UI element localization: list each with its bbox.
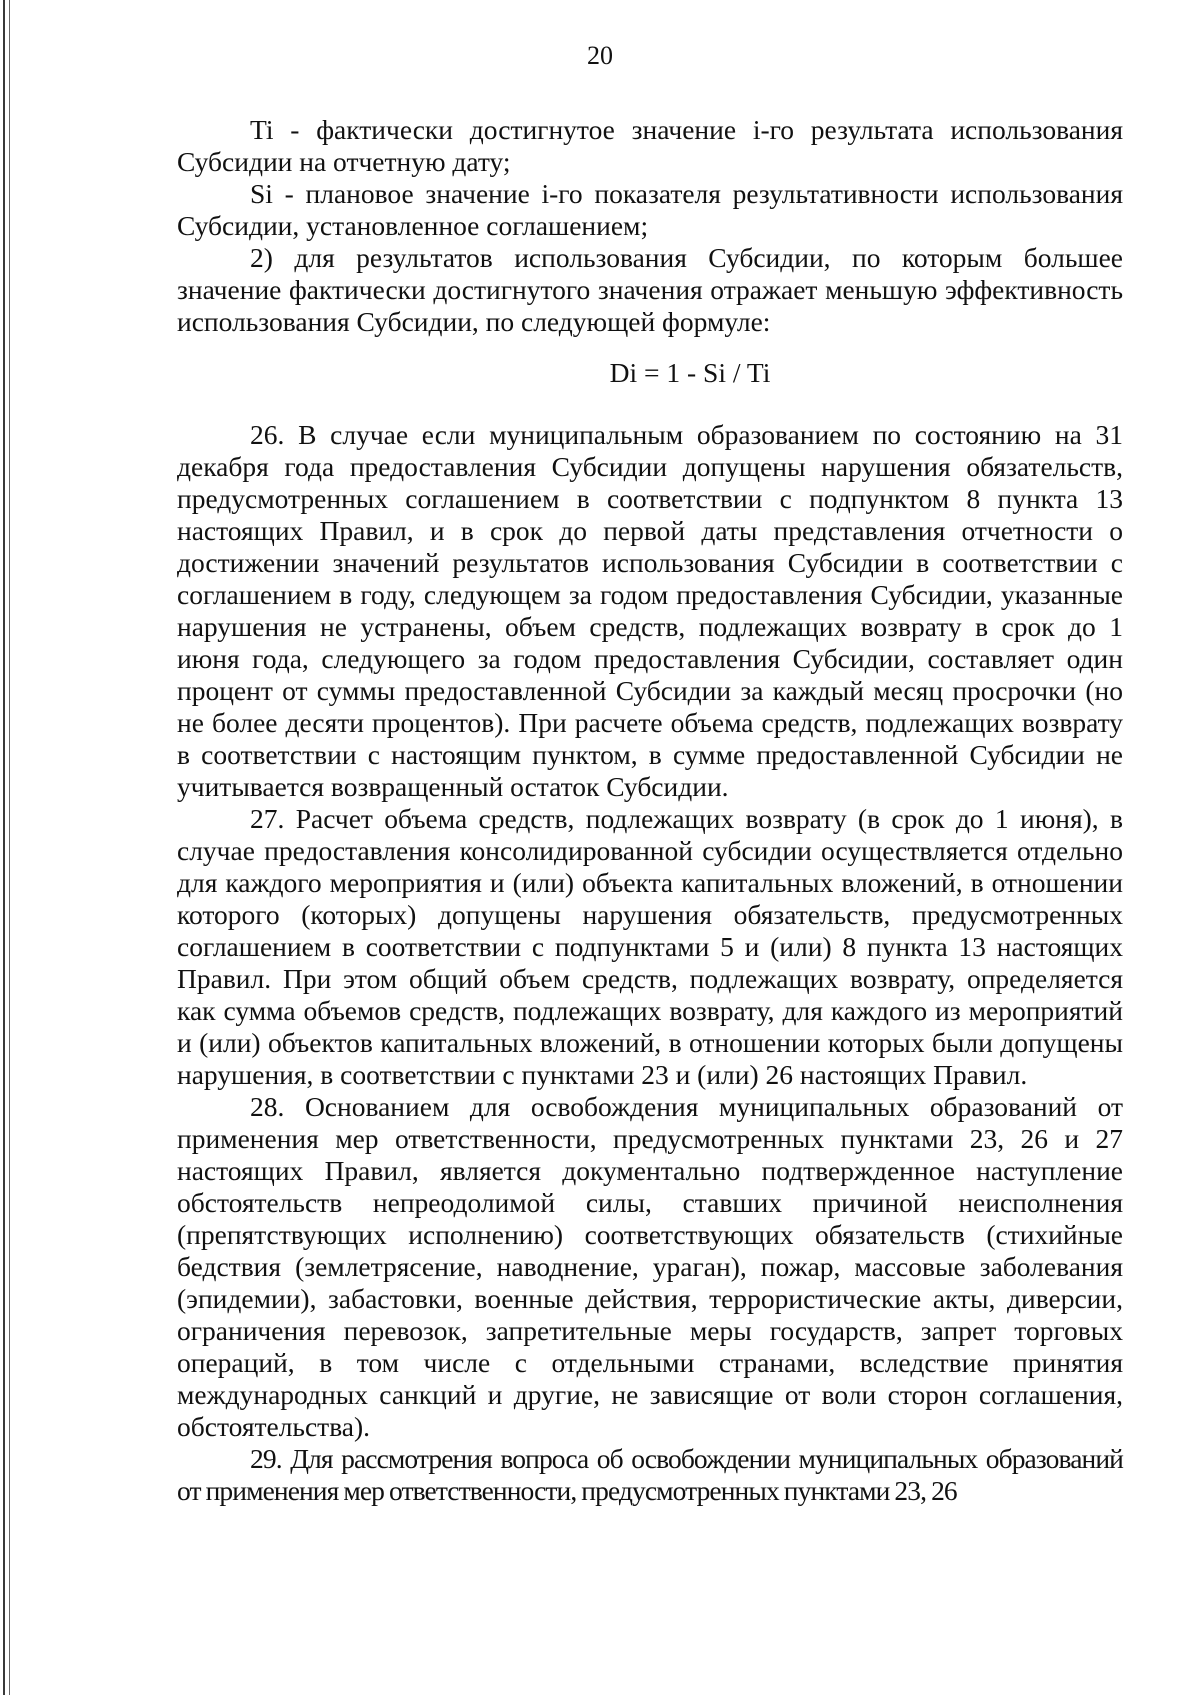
- paragraph-28: 28. Основанием для освобождения муниципальных образований от применения мер ответственности, предусмотренных пунктами 23, 26 и 27 настоящих Правил, является документально подтвержденное наступление обстоятельств непреодолимой силы, ставших причиной неисполнения (препятствующих исполнению) соответствующих обязательств (стихийные бедствия (землетрясение, наводнение, ураган), пожар, массовые заболевания (эпидемии), забастовки, военные действия, террористические акты, диверсии, ограничения перевозок, запретительные меры государств, запрет торговых операций, в том числе с отдельными странами, вследствие принятия международных санкций и другие, не зависящие от воли сторон соглашения, обстоятельства).: [177, 1091, 1123, 1442]
- paragraph-29: 29. Для рассмотрения вопроса об освобождении муниципальных образований от применения мер ответственности, предусмотренных пунктами 23, 26: [177, 1443, 1123, 1506]
- scan-edge-line-inner: [9, 0, 10, 1695]
- document-body: [177, 114, 1123, 1507]
- paragraph-26: 26. В случае если муниципальным образованием по состоянию на 31 декабря года предоставления Субсидии допущены нарушения обязательств, предусмотренных соглашением в соответствии с подпунктом 8 пункта 13 настоящих Правил, и в срок до первой даты представления отчетности о достижении значений результатов использования Субсидии в соответствии с соглашением в году, следующем за годом предоставления Субсидии, указанные нарушения не устранены, объем средств, подлежащих возврату в срок до 1 июня года, следующего за годом предоставления Субсидии, составляет один процент от суммы предоставленной Субсидии за каждый месяц просрочки (но не более десяти процентов). При расчете объема средств, подлежащих возврату в соответствии с настоящим пунктом, в сумме предоставленной Субсидии не учитывается возвращенный остаток Субсидии.: [177, 419, 1123, 802]
- formula: Di = 1 - Si / Ti: [609, 357, 771, 388]
- paragraph-27: 27. Расчет объема средств, подлежащих возврату (в срок до 1 июня), в случае предоставления консолидированной субсидии осуществляется отдельно для каждого мероприятия и (или) объекта капитальных вложений, в отношении которого (которых) допущены нарушения обязательств, предусмотренных соглашением в соответствии с подпунктами 5 и (или) 8 пункта 13 настоящих Правил. При этом общий объем средств, подлежащих возврату, определяется как сумма объемов средств, подлежащих возврату, для каждого из мероприятий и (или) объектов капитальных вложений, в отношении которых были допущены нарушения, в соответствии с пунктами 23 и (или) 26 настоящих Правил.: [177, 803, 1123, 1090]
- scan-edge-line: [3, 0, 5, 1695]
- page-number: 20: [587, 41, 613, 70]
- paragraph-si-definition: Si - плановое значение i-го показателя результативности использования Субсидии, установленное соглашением;: [177, 178, 1123, 241]
- paragraph-ti-definition: Ti - фактически достигнутое значение i-го результата использования Субсидии на отчетную дату;: [177, 114, 1123, 177]
- paragraph-item-2: 2) для результатов использования Субсидии, по которым большее значение фактически достигнутого значения отражает меньшую эффективность использования Субсидии, по следующей формуле:: [177, 242, 1123, 337]
